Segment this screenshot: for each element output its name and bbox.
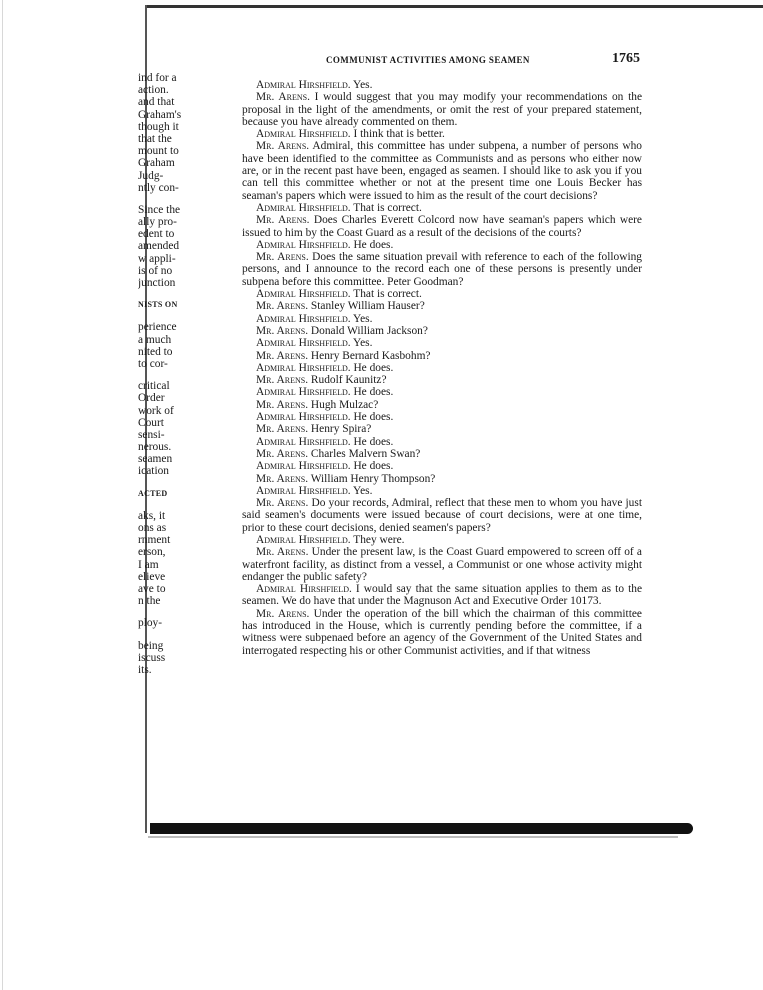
fragment-line: I am [138,558,159,571]
spoken-text: Stanley William Hauser? [310,300,425,313]
transcript-paragraph [242,485,642,497]
transcript-paragraph [242,411,642,423]
fragment-line [138,311,194,321]
spoken-text: I would suggest that you may modify your recommendations on the proposal in the light of the amendments, or omit the rest of your prepared statement, because you have already commented on them. [242,91,642,128]
speaker-name: Mr. Arens. [256,546,309,559]
transcript-paragraph [242,251,642,288]
speaker-name: Admiral Hirshfield. [256,484,351,497]
transcript-paragraph [242,497,642,534]
fragment-line: Graham [138,157,175,170]
speaker-name: Mr. Arens. [256,300,309,313]
spoken-text: Yes. [353,337,373,350]
spoken-text: Henry Bernard Kasbohm? [310,349,431,362]
fragment-line: a much [138,333,172,346]
transcript-paragraph [242,473,642,485]
fragment-line: junction [138,277,176,289]
transcript-paragraph [242,300,642,312]
transcript-paragraph [242,325,642,337]
page-edge-line [2,0,3,990]
speaker-name: Admiral Hirshfield. [256,337,351,350]
transcript-paragraph [242,546,642,583]
transcript-paragraph [242,337,642,349]
speaker-name: Admiral Hirshfield. [256,386,351,399]
fragment-line [138,289,194,299]
speaker-name: Mr. Arens. [256,374,309,387]
transcript-paragraph [242,448,642,460]
fragment-line: seamen [138,453,173,466]
fragment-line: n the [138,595,161,608]
fragment-line: ntly con- [138,181,179,194]
fragment-line: amended [138,240,180,253]
running-title: COMMUNIST ACTIVITIES AMONG SEAMEN [326,55,530,65]
speaker-name: Admiral Hirshfield. [256,238,351,251]
speaker-name: Mr. Arens. [256,472,309,485]
spoken-text: Do your records, Admiral, reflect that these men to whom you have just said seamen's documents were issued because of court decisions, were at one time, prior to these court decisions, denied seamen's papers? [242,497,642,534]
spoken-text: Yes. [353,484,373,497]
fragment-line: its. [138,663,152,676]
fragment-line: Court [138,416,164,429]
transcript-paragraph [242,239,642,251]
transcript-paragraph [242,140,642,201]
speaker-name: Mr. Arens. [256,497,309,510]
previous-page-fragment-column [138,72,194,676]
spoken-text: Under the present law, is the Coast Guard empowered to screen off of a waterfront facility, as distinct from a vessel, a Communist or one whose activity might endanger the public safety? [242,546,642,583]
transcript-paragraph [242,362,642,374]
transcript-paragraph [242,128,642,140]
speaker-name: Admiral Hirshfield. [256,312,351,325]
spoken-text: Does the same situation prevail with reference to each of the following persons, and I announce to the record each one of these persons is presently under subpena before this committee. Peter Goodman? [242,251,642,288]
speaker-name: Mr. Arens. [256,214,310,227]
spoken-text: I would say that the same situation applies to them as to the seamen. We do have that under the Magnuson Act and Executive Order 10173. [242,583,642,608]
spoken-text: Hugh Mulzac? [310,398,379,411]
transcript-paragraph [242,608,642,657]
fragment-line: Since the [138,203,181,216]
spoken-text: Henry Spira? [310,423,372,436]
fragment-line: w appli- [138,252,176,265]
spoken-text: William Henry Thompson? [310,472,436,485]
fragment-line: ind for a [138,72,177,84]
speaker-name: Admiral Hirshfield. [256,201,351,214]
spoken-text: Charles Malvern Swan? [310,447,421,460]
bottom-page-edge [150,823,693,834]
page-number: 1765 [612,51,640,66]
speaker-name: Mr. Arens. [256,423,309,436]
spoken-text: He does. [353,435,394,448]
spoken-text: He does. [353,238,394,251]
speaker-name: Mr. Arens. [256,91,310,104]
spoken-text: He does. [353,386,394,399]
top-border-rule [145,5,763,8]
fragment-line: being [138,639,164,652]
transcript-paragraph [242,374,642,386]
fragment-line: perience [138,321,177,334]
fragment-line: ally pro- [138,216,177,229]
fragment-line [138,630,194,640]
speaker-name: Mr. Arens. [256,349,309,362]
fragment-line: Judg- [138,169,164,182]
transcript-paragraph [242,79,642,91]
speaker-name: Admiral Hirshfield. [256,533,351,546]
speaker-name: Admiral Hirshfield. [256,79,351,91]
transcript-paragraph [242,534,642,546]
fragment-line: ploy- [138,617,163,630]
transcript-paragraph [242,91,642,128]
fragment-line: is of no [138,264,173,277]
transcript-paragraph [242,386,642,398]
fragment-line: ACTED [138,488,168,498]
speaker-name: Mr. Arens. [256,398,309,411]
fragment-line: ave to [138,582,166,595]
spoken-text: They were. [353,533,405,546]
fragment-line: though it [138,120,179,133]
speaker-name: Admiral Hirshfield. [256,288,351,301]
fragment-line [138,194,194,204]
transcript-paragraph [242,436,642,448]
speaker-name: Admiral Hirshfield. [256,128,351,141]
speaker-name: Mr. Arens. [256,140,310,153]
fragment-line: ons as [138,522,167,534]
fragment-line: NISTS ON [138,300,178,310]
spoken-text: He does. [353,460,394,473]
transcript-paragraph [242,583,642,608]
speaker-name: Mr. Arens. [256,607,310,620]
speaker-name: Admiral Hirshfield. [256,411,351,424]
fragment-line: edent to [138,228,175,241]
fragment-line: work of [138,404,174,417]
transcript-paragraph [242,423,642,435]
spoken-text: I think that is better. [353,128,445,141]
fragment-line: mount to [138,145,179,158]
fragment-line: and that [138,96,175,109]
transcript-paragraph [242,214,642,239]
fragment-line: elieve [138,570,166,583]
fragment-line [138,370,194,380]
speaker-name: Mr. Arens. [256,251,309,264]
transcript-paragraph [242,350,642,362]
transcript-paragraph [242,313,642,325]
spoken-text: That is correct. [353,288,422,301]
transcript-paragraph [242,202,642,214]
fragment-line [138,500,194,510]
fragment-line: Order [138,392,165,405]
transcript-body [242,79,642,657]
spoken-text: Admiral, this committee has under subpena, a number of persons who have been identified to the committee as Communists and as persons who either now are, or in the recent past have been, engaged as seamen. I should like to ask you if you can tell this committee whether or not at the present time one Louis Becker has seaman's papers which were issued to him as the result of the court decisions? [242,140,642,202]
transcript-paragraph [242,399,642,411]
fragment-line: sensi- [138,428,165,441]
fragment-line: ication [138,465,169,478]
speaker-name: Admiral Hirshfield. [256,460,351,473]
spoken-text: Under the operation of the bill which the chairman of this committee has introduced in the House, which is currently pending before the committee, if a witness were subpenaed before an agency of the Government of the United States and interrogated respecting his or other Communist activities, and if that witness [242,607,642,657]
fragment-line: to cor- [138,357,168,370]
fragment-line: nerous. [138,441,172,454]
fragment-line: action. [138,84,169,97]
fragment-line: iscuss [138,651,166,664]
spoken-text: Rudolf Kaunitz? [310,374,387,387]
bottom-page-shadow [148,836,678,838]
transcript-paragraph [242,460,642,472]
spoken-text: Yes. [353,79,373,91]
speaker-name: Admiral Hirshfield. [256,435,351,448]
transcript-paragraph [242,288,642,300]
fragment-line: nited to [138,345,173,358]
spoken-text: Yes. [353,312,373,325]
spoken-text: Does Charles Everett Colcord now have seaman's papers which were issued to him by the Coast Guard as a result of the decisions of the courts? [242,214,642,239]
fragment-line: rnment [138,534,171,547]
spoken-text: He does. [353,361,394,374]
fragment-line: aks, it [138,509,166,522]
fragment-line [138,478,194,488]
speaker-name: Admiral Hirshfield. [256,361,351,374]
fragment-line: Graham's [138,108,182,121]
fragment-line: critical [138,380,170,393]
fragment-line: erson, [138,546,166,559]
spoken-text: Donald William Jackson? [310,324,428,337]
fragment-line: that the [138,132,172,145]
speaker-name: Mr. Arens. [256,447,309,460]
speaker-name: Admiral Hirshfield. [256,583,352,596]
speaker-name: Mr. Arens. [256,324,309,337]
spoken-text: He does. [353,411,394,424]
fragment-line [138,607,194,617]
spoken-text: That is correct. [353,201,422,214]
